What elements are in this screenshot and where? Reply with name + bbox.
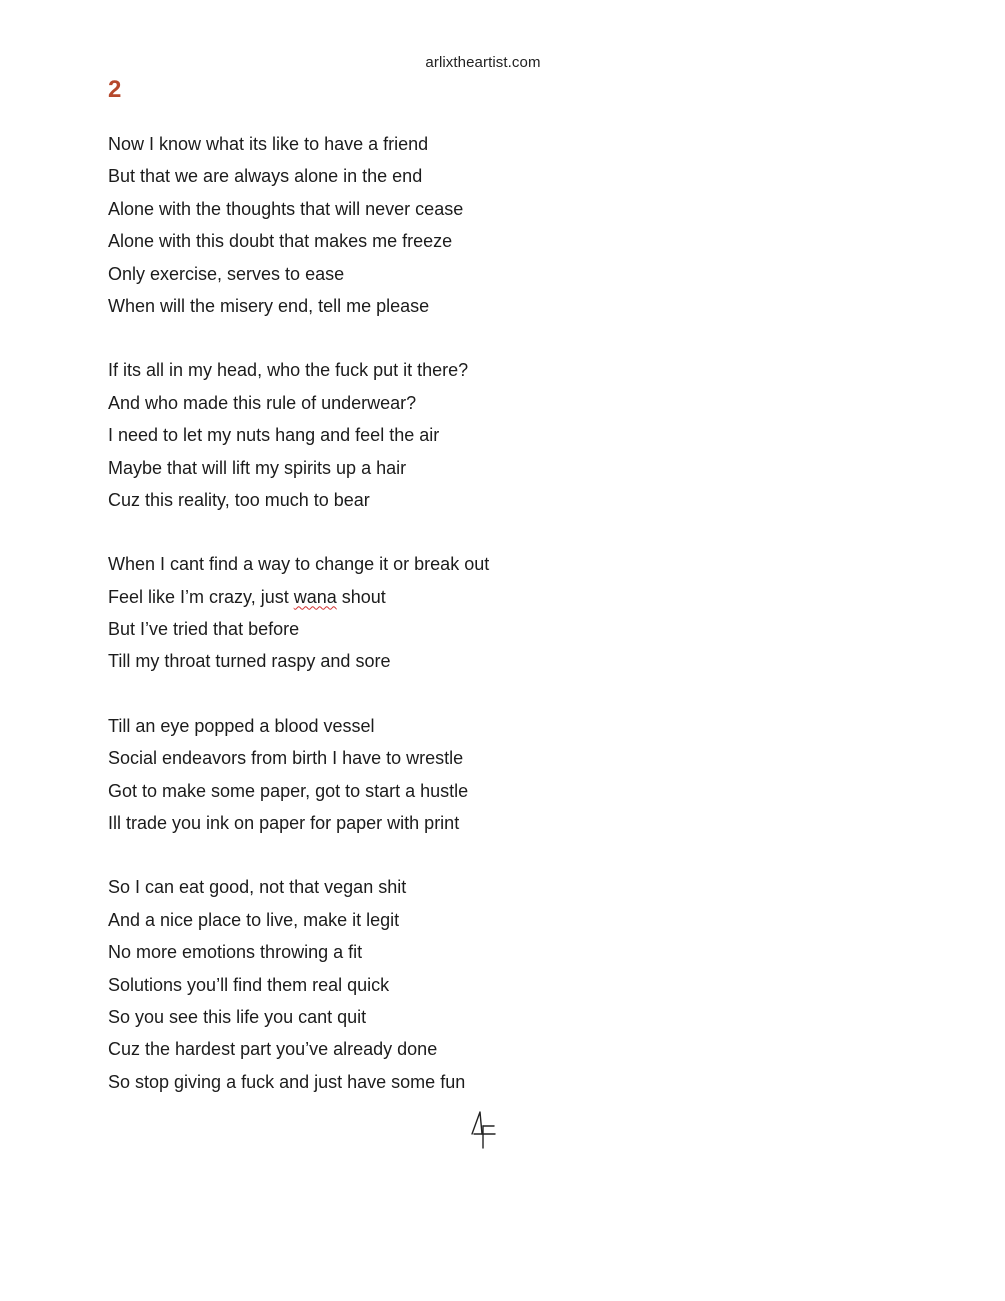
poem-number: 2	[108, 76, 122, 103]
stanza-gap	[108, 678, 808, 710]
poem-line: If its all in my head, who the fuck put it there?	[108, 360, 469, 381]
poem-line: So stop giving a fuck and just have some fun	[108, 1071, 466, 1092]
poem-line: I need to let my nuts hang and feel the air	[108, 425, 440, 446]
poem-line: Ill trade you ink on paper for paper with print	[108, 813, 460, 834]
stanza-gap	[108, 516, 808, 548]
misspelled-word[interactable]: wana	[293, 586, 337, 607]
stanza-gap	[108, 322, 808, 354]
poem-line: When will the misery end, tell me please	[108, 295, 430, 316]
poem-line: Social endeavors from birth I have to wrestle	[108, 748, 464, 769]
poem-line: And a nice place to live, make it legit	[108, 909, 400, 930]
poem-line	[108, 581, 808, 613]
poem-line: And who made this rule of underwear?	[108, 392, 417, 413]
poem-line: Till my throat turned raspy and sore	[108, 651, 391, 672]
stanza-2	[108, 354, 808, 516]
stanza-5	[108, 871, 808, 1098]
poem-line: Alone with the thoughts that will never cease	[108, 198, 464, 219]
stanza-1	[108, 128, 808, 322]
poem-line: Only exercise, serves to ease	[108, 263, 345, 284]
poem-line: Now I know what its like to have a friend	[108, 134, 429, 154]
poem-line: When I cant find a way to change it or break out	[108, 554, 490, 575]
line-text: shout	[336, 586, 386, 607]
poem-line: Got to make some paper, got to start a hustle	[108, 780, 469, 801]
poem-line: Till an eye popped a blood vessel	[108, 715, 375, 736]
line-text: Feel like I’m crazy, just	[108, 586, 294, 607]
stanza-gap	[108, 839, 808, 871]
poem-line: Maybe that will lift my spirits up a hair	[108, 457, 407, 478]
poem-body	[108, 128, 808, 1098]
stanza-3	[108, 548, 808, 678]
poem-line: Solutions you’ll find them real quick	[108, 974, 390, 995]
site-url: arlixtheartist.com	[425, 54, 541, 71]
poem-line: Cuz the hardest part you’ve already done	[108, 1039, 438, 1060]
poem-line: No more emotions throwing a fit	[108, 942, 363, 963]
stanza-4	[108, 710, 808, 840]
poem-line: But I’ve tried that before	[108, 619, 300, 640]
poem-line: Alone with this doubt that makes me freeze	[108, 231, 453, 252]
signature-mark	[468, 1108, 498, 1150]
poem-line: So I can eat good, not that vegan shit	[108, 877, 407, 898]
poem-line: But that we are always alone in the end	[108, 166, 423, 187]
poem-line: Cuz this reality, too much to bear	[108, 489, 370, 510]
poem-line: So you see this life you cant quit	[108, 1006, 367, 1027]
